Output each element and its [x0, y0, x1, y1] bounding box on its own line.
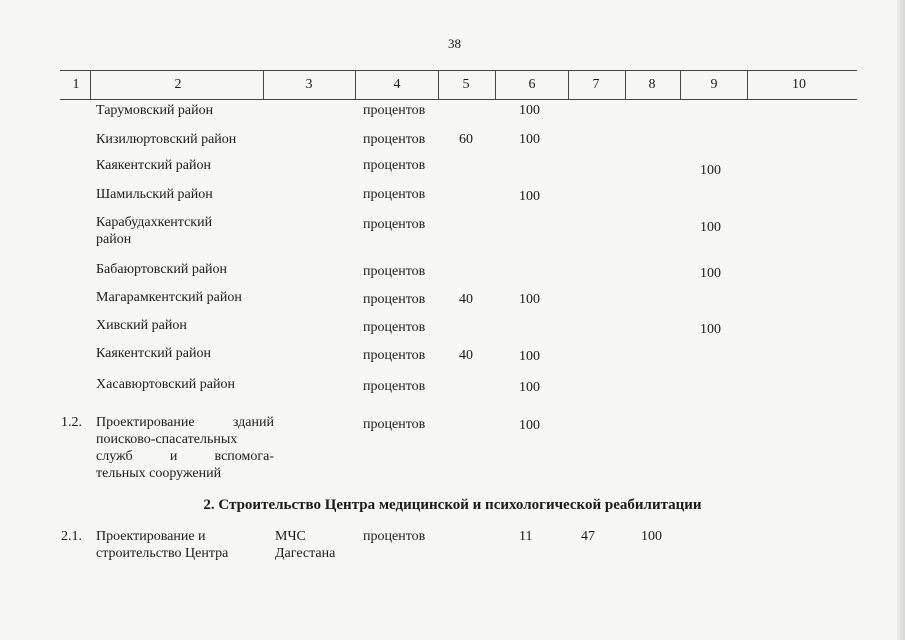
item-description-line: Проектирование и	[96, 529, 206, 544]
item-organization-cont: Дагестана	[275, 546, 336, 561]
table-row-name: Карабудахкентский	[96, 215, 213, 230]
column-divider	[438, 70, 439, 100]
table-row-unit: процентов	[363, 348, 426, 363]
item-organization: МЧС	[275, 529, 306, 544]
table-row-unit: процентов	[363, 379, 426, 394]
header-col-3: 3	[305, 77, 313, 92]
item-description-line: тельных сооружений	[96, 466, 222, 481]
column-divider	[625, 70, 626, 100]
page-number: 38	[448, 36, 461, 51]
header-col-6: 6	[528, 77, 536, 92]
column-divider	[747, 70, 748, 100]
header-col-4: 4	[393, 77, 401, 92]
table-row-name: Каякентский район	[96, 346, 211, 361]
table-row-unit: процентов	[363, 264, 426, 279]
table-row-name: Шамильский район	[96, 187, 213, 202]
header-col-2: 2	[174, 77, 182, 92]
table-row-unit: процентов	[363, 187, 426, 202]
table-row-name: Хивский район	[96, 318, 187, 333]
table-row-unit: процентов	[363, 132, 426, 147]
item-description-line: поисково-спасательных	[96, 432, 238, 447]
column-divider	[568, 70, 569, 100]
item-unit: процентов	[363, 529, 426, 544]
table-row-col5: 60	[459, 132, 473, 147]
header-col-10: 10	[792, 77, 806, 92]
table-row-name: Хасавюртовский район	[96, 377, 235, 392]
table-row-col9: 100	[700, 322, 721, 337]
item-number: 1.2.	[61, 415, 82, 430]
table-row-col9: 100	[700, 220, 721, 235]
table-row-unit: процентов	[363, 103, 426, 118]
table-row-col6: 100	[519, 380, 540, 395]
column-divider	[495, 70, 496, 100]
header-col-5: 5	[462, 77, 470, 92]
table-row-name: Бабаюртовский район	[96, 262, 228, 277]
item-col8: 100	[641, 529, 662, 544]
table-row-col5: 40	[459, 348, 473, 363]
table-row-unit: процентов	[363, 292, 426, 307]
header-top-rule	[60, 70, 857, 71]
table-row-name-cont: район	[96, 232, 132, 247]
column-divider	[355, 70, 356, 100]
table-row-name: Каякентский район	[96, 158, 211, 173]
header-col-7: 7	[592, 77, 600, 92]
item-unit: процентов	[363, 417, 426, 432]
table-row-col6: 100	[519, 132, 540, 147]
table-row-col6: 100	[519, 292, 540, 307]
table-row-name: Тарумовский район	[96, 103, 214, 118]
header-col-8: 8	[648, 77, 656, 92]
table-row-unit: процентов	[363, 158, 426, 173]
section-title: 2. Строительство Центра медицинской и психологической реабилитации	[203, 497, 702, 513]
column-divider	[680, 70, 681, 100]
table-row-name: Магарамкентский район	[96, 290, 242, 305]
table-row-col5: 40	[459, 292, 473, 307]
header-col-9: 9	[710, 77, 718, 92]
item-number: 2.1.	[61, 529, 82, 544]
item-description-line: Проектирование зданий	[96, 415, 274, 430]
item-description-line: строительство Центра	[96, 546, 229, 561]
header-col-1: 1	[72, 77, 80, 92]
table-header	[60, 70, 857, 100]
item-col6: 100	[519, 418, 540, 433]
item-col7: 47	[581, 529, 595, 544]
table-row-col9: 100	[700, 163, 721, 178]
table-row-col6: 100	[519, 189, 540, 204]
table-row-col9: 100	[700, 266, 721, 281]
table-row-unit: процентов	[363, 320, 426, 335]
item-col6: 11	[519, 529, 533, 544]
column-divider	[263, 70, 264, 100]
header-bottom-rule	[60, 99, 857, 100]
table-row-name: Кизилюртовский район	[96, 132, 237, 147]
table-row-unit: процентов	[363, 217, 426, 232]
item-description-line: служб и вспомога-	[96, 449, 274, 464]
page-edge-shadow	[897, 0, 905, 640]
table-row-col6: 100	[519, 103, 540, 118]
table-row-col6: 100	[519, 349, 540, 364]
